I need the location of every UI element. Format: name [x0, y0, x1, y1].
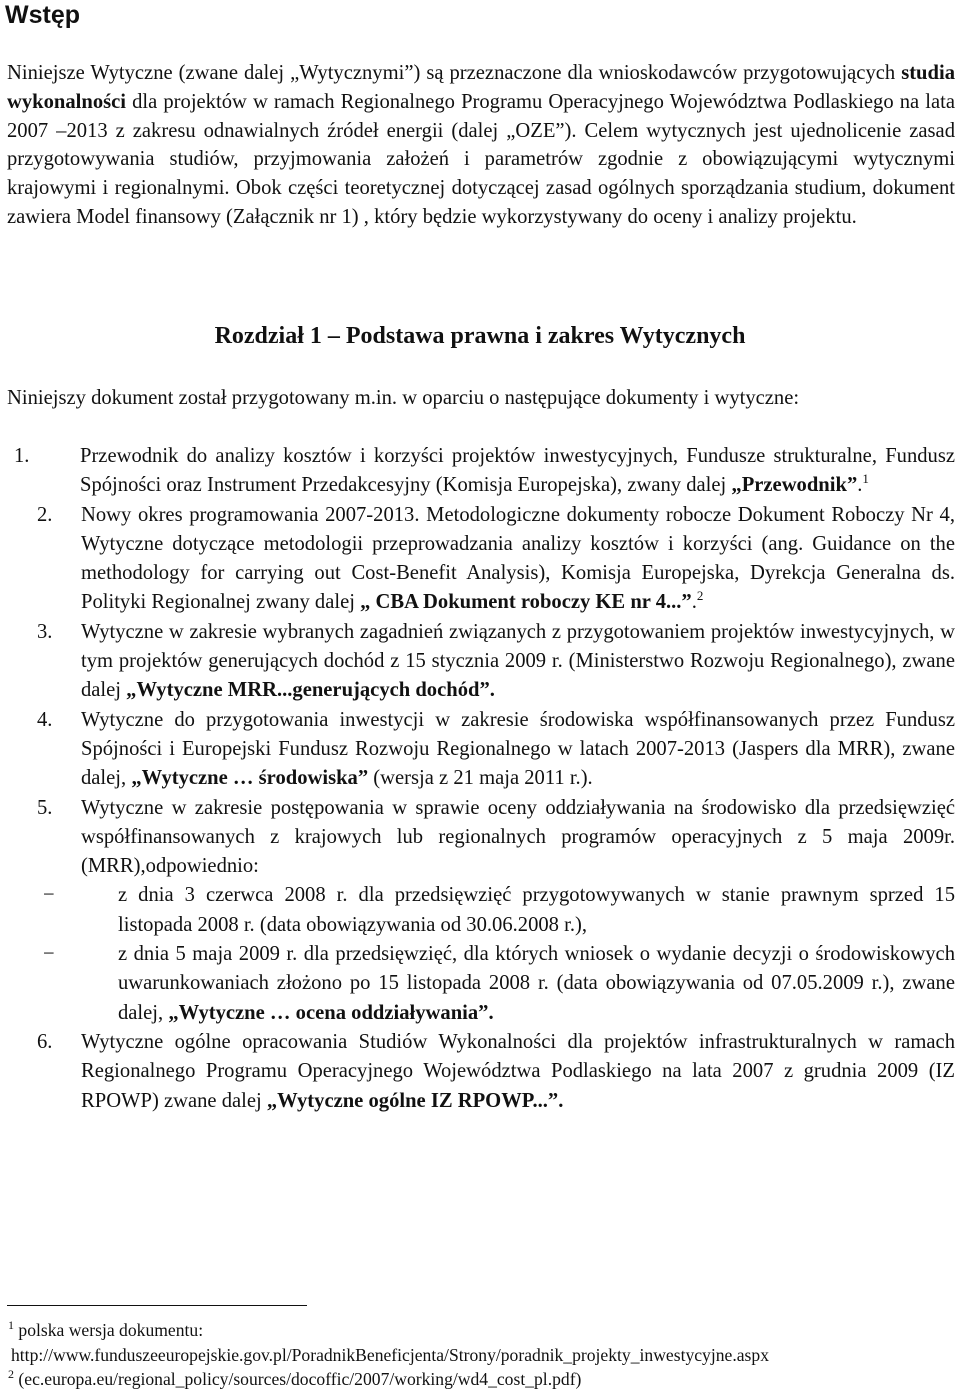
- intro-text: dla projektów w ramach Regionalnego Programu Operacyjnego Województwa Podlaskiego na lata 2007 –2013 z zakresu odnawialnych źródeł energii (dalej „OZE”). Celem wytycznych jest ujednolicenie zasad przygotowywania studiów, przyjmowania założeń i parametrów zgodnie z obowiązującymi wytycznymi krajowymi i regionalnymi. Obok części teoretycznej dotyczącej zasad ogólnych sporządzania studium, dokument zawiera Model finansowy (Załącznik nr 1) , który będzie wykorzystywany do oceny i analizy projektu.: [7, 90, 955, 228]
- intro-text: Niniejsze Wytyczne (zwane dalej „Wytycznymi”) są przeznaczone dla wnioskodawców przygotowujących: [7, 62, 902, 84]
- intro-paragraph: [7, 59, 955, 232]
- sub-list-item: [43, 940, 955, 1028]
- list-item-text: Przewodnik do analizy kosztów i korzyści projektów inwestycyjnych, Fundusze strukturalne, Fundusz Spójności oraz Instrument Przedakcesyjny (Komisja Europejska), zwany dalej: [80, 445, 955, 497]
- list-item-text: Wytyczne w zakresie postępowania w sprawie oceny oddziaływania na środowisko dla przedsięwzięć współfinansowanych z krajowych lub regionalnych programów operacyjnych z 5 maja 2009r. (MRR),odpowiednio:: [81, 796, 955, 878]
- footnote-separator: [7, 1305, 307, 1306]
- dash-bullet: −: [43, 943, 55, 966]
- sub-list-item-text: z dnia 5 maja 2009 r. dla przedsięwzięć, dla których wniosek o wydanie decyzji o środowiskowych uwarunkowaniach złożono po 15 listopada 2008 r. (data obowiązywania od 07.05.2009 r.), zwane dalej,: [118, 943, 955, 1024]
- footnote: [8, 1367, 958, 1392]
- footnote-text: polska wersja dokumentu:: [14, 1320, 204, 1340]
- dash-bullet: −: [43, 884, 55, 907]
- list-item-text: (wersja z 21 maja 2011 r.).: [368, 767, 593, 790]
- list-item: [7, 501, 955, 618]
- list-item-text: Wytyczne w zakresie wybranych zagadnień związanych z przygotowaniem projektów inwestycyjnych, w tym projektów generujących dochód z 15 stycznia 2009 r. (Ministerstwo Rozwoju Regionalnego), zwane dalej: [81, 620, 955, 702]
- list-item-number: 3.: [37, 620, 53, 643]
- footnote-link[interactable]: http://www.funduszeeuropejskie.gov.pl/PoradnikBeneficjenta/Strony/poradnik_projekty_inwestycyjne.aspx: [11, 1344, 769, 1365]
- footnotes: [8, 1318, 958, 1392]
- list-item-number: 1.: [14, 445, 30, 467]
- section-heading: Wstęp: [5, 1, 80, 29]
- list-item-number: 4.: [37, 708, 53, 731]
- list-item-bold: „Wytyczne ogólne IZ RPOWP...”.: [266, 1089, 564, 1112]
- sub-list-item-bold: „Wytyczne … ocena oddziaływania”.: [168, 1001, 494, 1024]
- list-item-text: Wytyczne ogólne opracowania Studiów Wykonalności dla projektów infrastrukturalnych w ramach Regionalnego Programu Operacyjnego Województwa Podlaskiego na lata 2007 z grudnia 2009 (IZ RPOWP) zwane dalej: [81, 1030, 955, 1112]
- list-item-text: .: [691, 591, 697, 614]
- footnote: [8, 1318, 958, 1343]
- list-item-bold: „Przewodnik”: [731, 474, 858, 497]
- sub-list-item: [43, 881, 955, 940]
- footnote-marker: 1: [8, 1318, 14, 1332]
- list-item-bold: „Wytyczne … środowiska”: [131, 767, 369, 790]
- list-item-text: Nowy okres programowania 2007-2013. Metodologiczne dokumenty robocze Dokument Roboczy Nr 4, Wytyczne dotyczące metodologii przeprowadzania analizy kosztów i korzyści (ang. Guidance on the methodology for carrying out Cost-Benefit Analysis), Komisja Europejska, Dyrekcja Generalna ds. Polityki Regionalnej zwany dalej: [81, 503, 955, 614]
- list-item-text: Wytyczne do przygotowania inwestycji w zakresie środowiska współfinansowanych przez Fundusz Spójności i Europejski Fundusz Rozwoju Regionalnego w latach 2007-2013 (Jaspers dla MRR), zwane dalej,: [81, 708, 955, 790]
- list-item: [7, 794, 955, 1028]
- list-item-bold: „ CBA Dokument roboczy KE nr 4...”: [360, 591, 692, 614]
- sub-list-item-text: z dnia 3 czerwca 2008 r. dla przedsięwzięć przygotowywanych w stanie prawnym sprzed 15 listopada 2008 r. (data obowiązywania od 30.06.2008 r.),: [118, 884, 955, 936]
- list-item: [7, 618, 955, 706]
- chapter-title: Rozdział 1 – Podstawa prawna i zakres Wytycznych: [214, 323, 746, 349]
- list-item: [7, 706, 955, 794]
- documents-intro: Niniejszy dokument został przygotowany m.in. w oparciu o następujące dokumenty i wytyczne:: [7, 387, 800, 409]
- list-item-number: 5.: [37, 796, 53, 819]
- list-item-number: 6.: [37, 1030, 53, 1053]
- footnote-text: (ec.europa.eu/regional_policy/sources/docoffic/2007/working/wd4_cost_pl.pdf): [14, 1369, 582, 1389]
- sub-list: [43, 881, 955, 1027]
- documents-list: [7, 442, 955, 1116]
- list-item: [7, 442, 955, 501]
- list-item-number: 2.: [37, 503, 53, 526]
- list-item: [7, 1028, 955, 1116]
- footnote-ref[interactable]: 1: [862, 471, 869, 487]
- list-item-text: .: [857, 474, 863, 497]
- footnote-ref[interactable]: 2: [696, 588, 704, 604]
- intro-bold-term: studia wykonalności: [7, 62, 955, 113]
- footnote-marker: 2: [8, 1367, 14, 1381]
- list-item-bold: „Wytyczne MRR...generujących dochód”.: [126, 679, 495, 702]
